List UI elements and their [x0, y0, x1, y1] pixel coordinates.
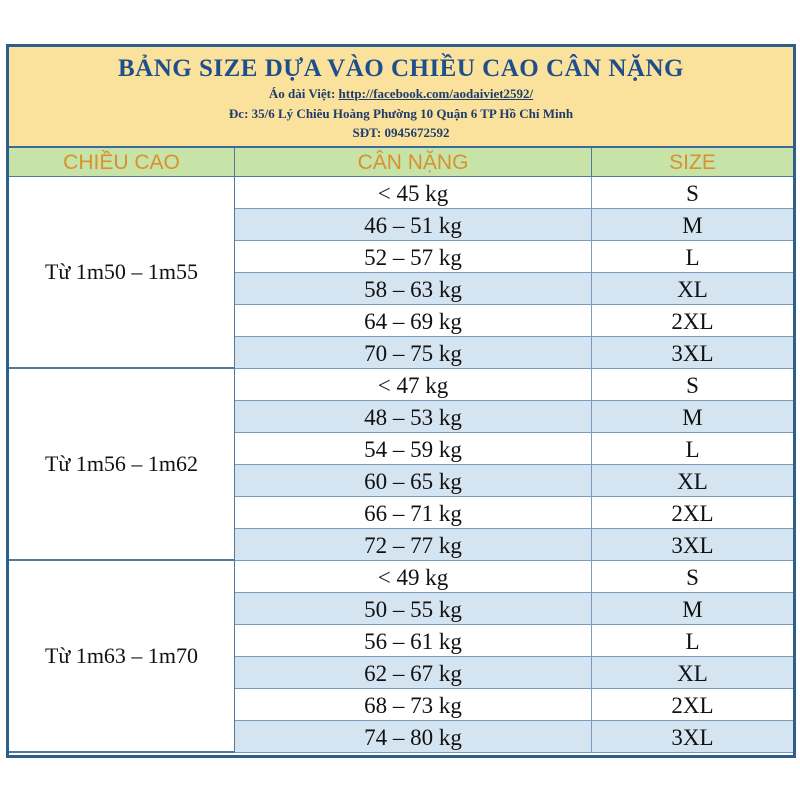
table-row [235, 689, 793, 721]
facebook-link[interactable]: http://facebook.com/aodaiviet2592/ [338, 86, 534, 101]
size-cell: S [686, 373, 699, 398]
size-cell: 2XL [671, 693, 714, 718]
size-cell: XL [677, 277, 708, 302]
table-row [235, 433, 793, 465]
height-range-cell: Từ 1m50 – 1m55 [9, 177, 235, 369]
size-cell: 3XL [671, 341, 714, 366]
weight-cell: 46 – 51 kg [235, 209, 592, 240]
table-row [235, 241, 793, 273]
height-range-cell: Từ 1m63 – 1m70 [9, 561, 235, 753]
size-cell: XL [677, 661, 708, 686]
size-cell: XL [677, 469, 708, 494]
table-row [235, 497, 793, 529]
table-row [235, 721, 793, 753]
size-cell: 3XL [671, 533, 714, 558]
table-row [235, 657, 793, 689]
page-title: BẢNG SIZE DỰA VÀO CHIỀU CAO CÂN NẶNG [118, 55, 684, 82]
weight-cell: 72 – 77 kg [235, 529, 592, 560]
weight-cell: < 49 kg [235, 561, 592, 592]
weight-cell: 68 – 73 kg [235, 689, 592, 720]
table-row [235, 369, 793, 401]
weight-cell: < 47 kg [235, 369, 592, 400]
column-header-weight: CÂN NẶNG [235, 148, 592, 177]
table-row [235, 401, 793, 433]
weight-cell: 64 – 69 kg [235, 305, 592, 336]
size-cell: S [686, 565, 699, 590]
table-header [9, 47, 793, 148]
weight-cell: 62 – 67 kg [235, 657, 592, 688]
weight-cell: 66 – 71 kg [235, 497, 592, 528]
table-row [235, 625, 793, 657]
weight-cell: 54 – 59 kg [235, 433, 592, 464]
table-row [235, 561, 793, 593]
weight-cell: 50 – 55 kg [235, 593, 592, 624]
table-row [235, 273, 793, 305]
size-cell: 2XL [671, 501, 714, 526]
weight-cell: 70 – 75 kg [235, 337, 592, 368]
size-cell: S [686, 181, 699, 206]
size-cell: L [685, 629, 700, 654]
column-header-size: SIZE [592, 148, 793, 177]
shop-phone: SĐT: 0945672592 [352, 125, 450, 140]
shop-info [9, 86, 793, 102]
table-row [235, 209, 793, 241]
shop-label: Áo dài Việt: [268, 86, 336, 101]
table-row [235, 529, 793, 561]
weight-cell: 74 – 80 kg [235, 721, 592, 752]
weight-cell: < 45 kg [235, 177, 592, 208]
size-cell: 2XL [671, 309, 714, 334]
column-header-height: CHIỀU CAO [9, 148, 235, 177]
size-cell: M [682, 405, 703, 430]
table-row [235, 465, 793, 497]
shop-address: Đc: 35/6 Lý Chiêu Hoàng Phường 10 Quận 6 TP Hồ Chí Minh [228, 106, 574, 121]
weight-cell: 60 – 65 kg [235, 465, 592, 496]
size-chart-table [6, 44, 796, 758]
height-range-cell: Từ 1m56 – 1m62 [9, 369, 235, 561]
size-cell: M [682, 213, 703, 238]
table-row [235, 337, 793, 369]
weight-cell: 58 – 63 kg [235, 273, 592, 304]
size-cell: L [685, 437, 700, 462]
weight-cell: 56 – 61 kg [235, 625, 592, 656]
weight-cell: 48 – 53 kg [235, 401, 592, 432]
table-row [235, 593, 793, 625]
size-cell: 3XL [671, 725, 714, 750]
size-cell: M [682, 597, 703, 622]
size-cell: L [685, 245, 700, 270]
weight-cell: 52 – 57 kg [235, 241, 592, 272]
table-row [235, 177, 793, 209]
table-row [235, 305, 793, 337]
